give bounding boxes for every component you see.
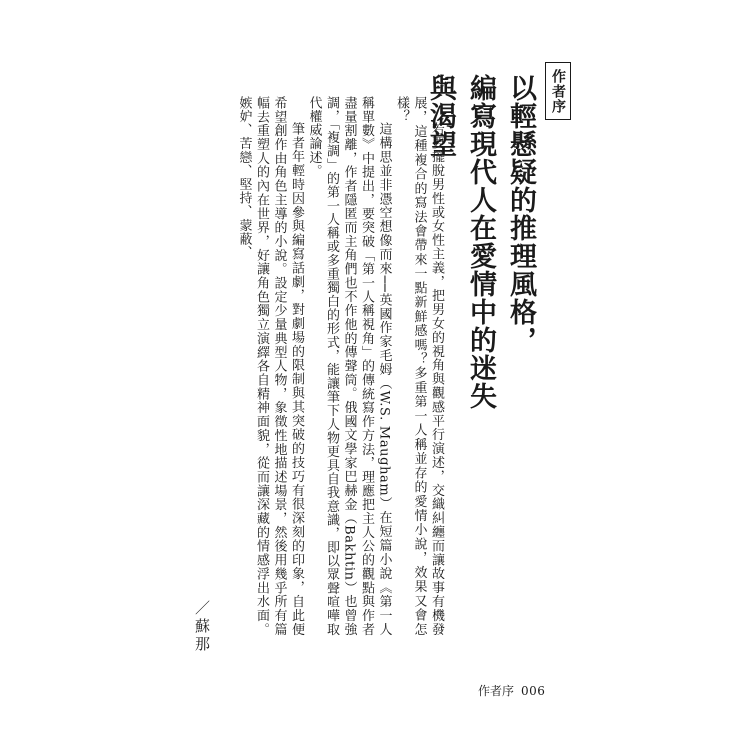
page-number: 006 xyxy=(521,684,546,698)
page-footer xyxy=(478,682,545,699)
title-line-1: 以輕懸疑的推理風格， xyxy=(505,74,536,354)
title-line-2: 編寫現代人在愛情中的迷失與渴望 xyxy=(425,74,496,410)
section-label-box xyxy=(545,62,571,120)
paragraph-1: 若要擺脫男性或女性主義，把男女的視角與觀感平行演述，交織糾纏而讓故事有機發展，這種複合的寫法會帶來一點新鮮感嗎？多重第一人稱並存的愛情小說，效果又會怎樣？ xyxy=(394,96,444,636)
preface-title xyxy=(425,74,540,434)
author-signature: ／蘇那 xyxy=(193,600,211,654)
paragraph-2: 這構思並非憑空想像而來──英國作家毛姆（W.S. Maugham）在短篇小說《第一人稱單數》中提出，要突破「第一人稱視角」的傳統寫作方法，理應把主人公的觀點與作者盡量割離，作者隱匿而主角們也不作他的傳聲筒。俄國文學家巴赫金（Bakhtin）也曾強調，「複調」的第一人稱或多重獨白的形式，能讓筆下人物更具自我意識，即以眾聲喧嘩取代權威論述。 xyxy=(306,96,392,636)
preface-body xyxy=(195,96,445,636)
section-label: 作者序 xyxy=(550,68,566,114)
footer-label: 作者序 xyxy=(478,684,515,698)
paragraph-3: 筆者年輕時因參與編寫話劇，對劇場的限制與其突破的技巧有很深刻的印象，自此便希望創作由角色主導的小說。設定少量典型人物，象徵性地描述場景，然後用幾乎所有篇幅去重塑人的內在世界，好讓角色獨立演繹各自精神面貌，從而讓深藏的情感浮出水面。嫉妒、苦戀、堅持、蒙蔽、 xyxy=(236,96,304,636)
